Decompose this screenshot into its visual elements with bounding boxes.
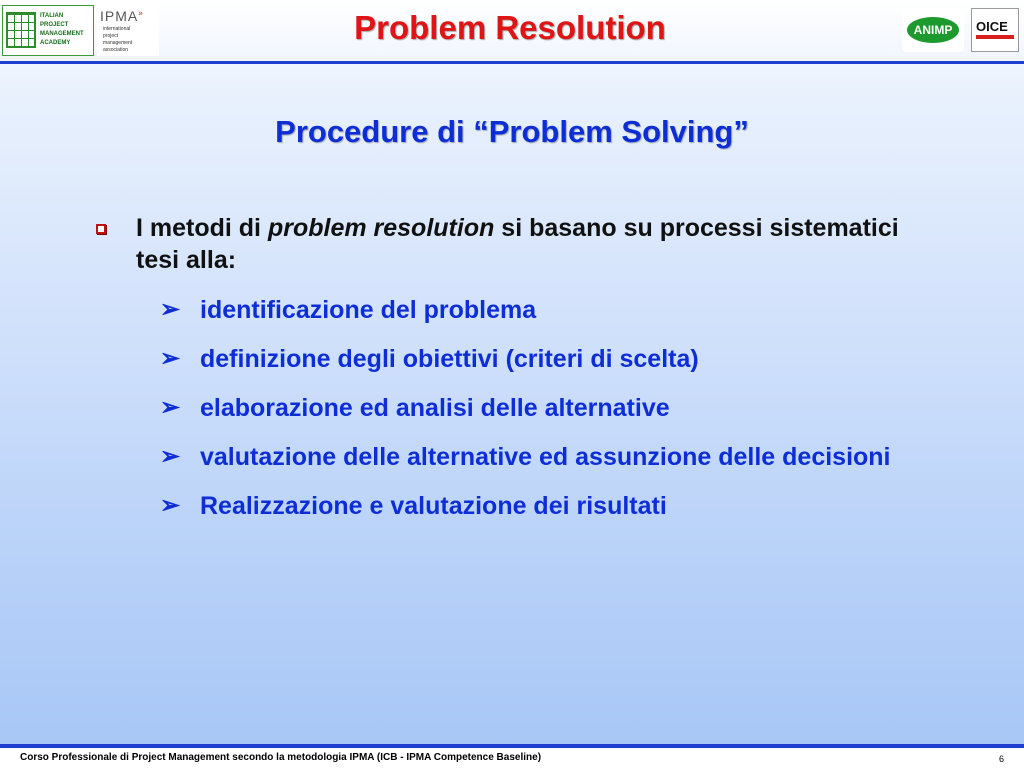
square-bullet-icon	[96, 224, 106, 234]
ipma-mark-sup: »	[138, 8, 144, 18]
academy-building-icon	[6, 12, 36, 48]
main-bullet-text	[136, 212, 916, 276]
sub-bullet-item	[160, 344, 920, 374]
main-bullet-text-before: I metodi di	[136, 214, 268, 242]
academy-line: PROJECT	[40, 22, 69, 28]
footer-text: Corso Professionale di Project Management secondo la metodologia IPMA (ICB - IPMA Competence Baseline)	[20, 752, 542, 763]
ipma-line: international	[103, 26, 131, 32]
arrow-bullet-icon: ➢	[160, 296, 181, 323]
academy-line: MANAGEMENT	[40, 31, 84, 37]
academy-line: ITALIAN	[40, 13, 64, 19]
academy-logo-text	[40, 12, 94, 48]
header-divider	[0, 61, 1024, 64]
slide-subtitle: Procedure di “Problem Solving”	[275, 114, 749, 149]
ipma-logo-text	[103, 26, 132, 54]
main-bullet-text-after: si basano su processi sistematici tesi alla:	[136, 214, 899, 274]
arrow-bullet-icon: ➢	[160, 345, 181, 372]
footer	[0, 748, 1024, 768]
header	[0, 0, 1024, 62]
ipma-mark-text: IPMA	[100, 8, 139, 24]
sub-bullet-list	[160, 295, 920, 540]
sub-bullet-text: identificazione del problema	[200, 296, 537, 324]
page-number: 6	[998, 754, 1004, 764]
arrow-bullet-icon: ➢	[160, 443, 181, 470]
ipma-line: management	[103, 40, 133, 46]
sub-bullet-item	[160, 442, 920, 472]
animp-logo	[902, 8, 964, 52]
arrow-bullet-icon: ➢	[160, 394, 181, 421]
sub-bullet-text: definizione degli obiettivi (criteri di scelta)	[200, 345, 699, 373]
arrow-bullet-icon: ➢	[160, 492, 181, 519]
main-bullet	[96, 212, 916, 276]
ipma-mark	[100, 8, 144, 24]
sub-bullet-text: elaborazione ed analisi delle alternative	[200, 394, 670, 422]
oice-logo-text: OICE	[976, 19, 1008, 34]
sub-bullet-text: Realizzazione e valutazione dei risultati	[200, 492, 667, 520]
sub-bullet-text: valutazione delle alternative ed assunzione delle decisioni	[200, 443, 891, 471]
italian-pm-academy-logo	[2, 5, 94, 56]
academy-line: ACADEMY	[40, 40, 71, 46]
sub-bullet-item	[160, 295, 920, 325]
sub-bullet-item	[160, 491, 920, 521]
oice-logo	[971, 8, 1019, 52]
ipma-line: project	[103, 33, 119, 39]
sub-bullet-item	[160, 393, 920, 423]
ipma-logo	[97, 5, 159, 56]
ipma-line: association	[103, 47, 129, 53]
animp-logo-text: ANIMP	[907, 17, 959, 43]
oice-logo-bar	[976, 35, 1014, 39]
page-title: Problem Resolution	[354, 9, 666, 46]
main-bullet-italic: problem resolution	[267, 214, 495, 242]
